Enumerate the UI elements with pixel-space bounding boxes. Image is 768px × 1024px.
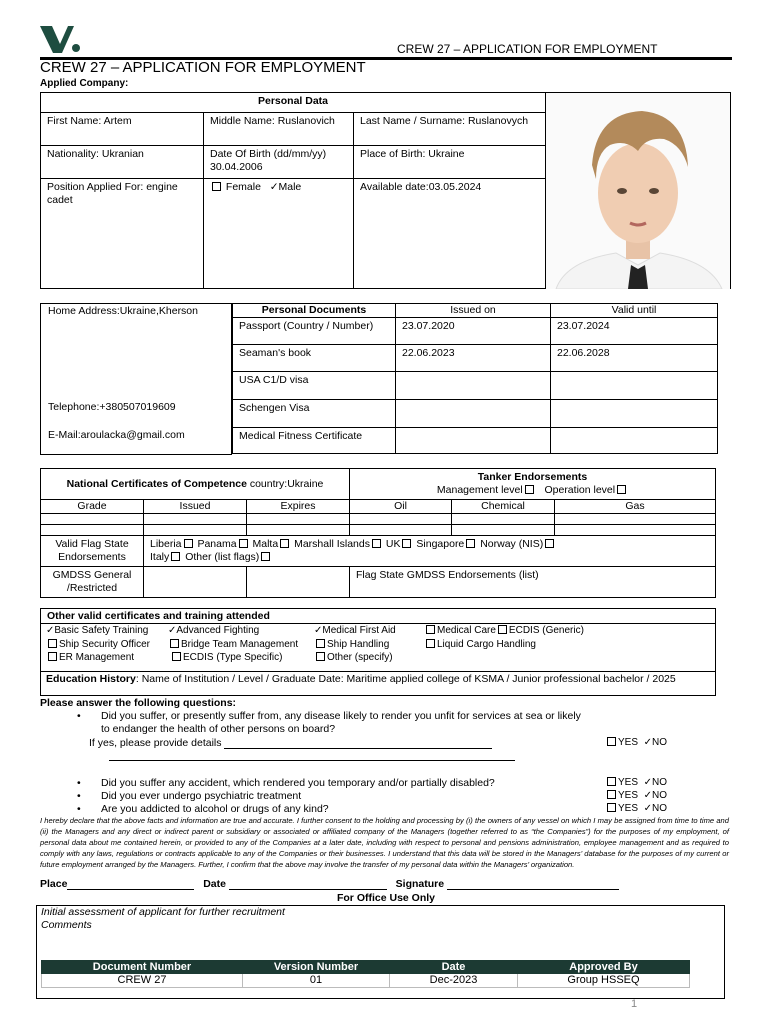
tanker-heading: Tanker Endorsements bbox=[477, 471, 588, 483]
flag-state-options bbox=[144, 536, 716, 567]
flag-italy: Italy bbox=[150, 551, 170, 563]
footer-header-date: Date bbox=[390, 961, 518, 974]
male-check-icon[interactable] bbox=[270, 181, 279, 193]
doc-valid[interactable] bbox=[551, 428, 718, 454]
female-checkbox[interactable] bbox=[212, 182, 221, 191]
applicant-photo bbox=[546, 93, 730, 289]
doc-issued[interactable]: 22.06.2023 bbox=[396, 345, 551, 372]
doc-issued[interactable] bbox=[396, 372, 551, 400]
footer-approved: Group HSSEQ bbox=[518, 974, 690, 988]
no-label: NO bbox=[651, 803, 667, 814]
declaration-text: I hereby declare that the above facts and information are true and accurate. I further consent to the holding and processing by (i) the owners of any vessel on which I may be assigned from time to time and (ii) the Managers and any direct or indirect parent or subsidiary or associated or affiliated company of the Managers (together referred to as “the Companies”) for the purposes of my employment, of personal data about me contained herein, or provided to any of the Companies at a later date, including with respect to personal and pensions administration, employee management and as required to comply with any laws, regulations or contracts applicable to any of the Companies or their businesses. I understand that this data will be stored in the Managers’ database for the purposes of my current or future employment arranged by the Managers. Further, I confirm that the above may involve the transfer of my personal data within the Managers’ organization. bbox=[40, 816, 729, 869]
cert-label: Advanced Fighting bbox=[176, 625, 260, 636]
cert-checkbox[interactable] bbox=[426, 625, 435, 634]
management-level-label: Management level bbox=[436, 484, 523, 496]
flag-checkbox[interactable] bbox=[239, 539, 248, 548]
col-grade: Grade bbox=[41, 500, 144, 514]
personal-data-table bbox=[40, 92, 546, 289]
gmdss-cell[interactable] bbox=[247, 567, 350, 598]
place-label: Place bbox=[40, 878, 68, 890]
available-date-field[interactable]: Available date:03.05.2024 bbox=[354, 179, 546, 289]
col-oil: Oil bbox=[350, 500, 452, 514]
question-1-details[interactable] bbox=[89, 737, 492, 749]
cert-label: Ship Security Officer bbox=[59, 638, 150, 650]
yes-checkbox[interactable] bbox=[607, 803, 616, 812]
photo-frame bbox=[546, 92, 731, 289]
cert-checkbox[interactable] bbox=[426, 639, 435, 648]
bullet: • bbox=[77, 777, 81, 789]
col-gas: Gas bbox=[555, 500, 716, 514]
cert-item[interactable] bbox=[168, 624, 298, 638]
page-title: CREW 27 – APPLICATION FOR EMPLOYMENT bbox=[40, 59, 366, 76]
comments-label: Comments bbox=[41, 919, 92, 931]
cert-label: ECDIS (Type Specific) bbox=[183, 652, 283, 663]
coc-cell[interactable] bbox=[452, 514, 555, 525]
cert-item[interactable] bbox=[46, 624, 150, 638]
doc-valid[interactable] bbox=[551, 400, 718, 428]
certs-col-3 bbox=[314, 624, 396, 665]
gmdss-label: GMDSS General /Restricted bbox=[41, 567, 144, 598]
coc-cell[interactable] bbox=[144, 525, 247, 536]
flag-liberia: Liberia bbox=[150, 538, 182, 550]
coc-cell[interactable] bbox=[144, 514, 247, 525]
date-label: Date bbox=[203, 878, 226, 890]
cert-checkbox[interactable] bbox=[316, 652, 325, 661]
signature-row bbox=[40, 878, 619, 890]
cert-item[interactable] bbox=[46, 638, 150, 652]
cert-checkbox[interactable] bbox=[48, 639, 57, 648]
yes-label: YES bbox=[618, 777, 639, 788]
personal-data-heading: Personal Data bbox=[41, 93, 546, 113]
coc-table bbox=[40, 468, 716, 598]
tanker-cell bbox=[350, 469, 716, 500]
yes-checkbox[interactable] bbox=[607, 777, 616, 786]
footer-doc-number: CREW 27 bbox=[42, 974, 243, 988]
check-icon bbox=[644, 803, 652, 814]
doc-name: Seaman's book bbox=[233, 345, 396, 372]
questions-heading: Please answer the following questions: bbox=[40, 697, 237, 709]
bullet: • bbox=[77, 803, 81, 815]
flag-panama: Panama bbox=[197, 538, 237, 550]
bullet: • bbox=[77, 790, 81, 802]
coc-country: country:Ukraine bbox=[246, 477, 324, 490]
details-label: If yes, please provide details bbox=[89, 737, 222, 749]
doc-issued[interactable]: 23.07.2020 bbox=[396, 318, 551, 345]
no-label: NO bbox=[651, 737, 667, 748]
flag-checkbox[interactable] bbox=[184, 539, 193, 548]
dob-label: Date Of Birth (dd/mm/yy) bbox=[210, 148, 327, 160]
education-history[interactable] bbox=[46, 673, 676, 685]
last-name-field[interactable]: Last Name / Surname: Ruslanovych bbox=[354, 113, 546, 146]
cert-label: Ship Handling bbox=[327, 638, 390, 650]
footer-date: Dec-2023 bbox=[390, 974, 518, 988]
coc-cell[interactable] bbox=[247, 514, 350, 525]
certificates-heading: Other valid certificates and training attended bbox=[47, 610, 270, 622]
col-expires: Expires bbox=[247, 500, 350, 514]
cert-item[interactable] bbox=[168, 651, 298, 665]
details-line-2[interactable] bbox=[109, 760, 515, 761]
cert-label: Medical Care bbox=[437, 625, 496, 636]
doc-name: USA C1/D visa bbox=[233, 372, 396, 400]
yes-label: YES bbox=[618, 803, 639, 814]
yes-label: YES bbox=[618, 790, 639, 801]
answer-q3[interactable] bbox=[605, 790, 667, 801]
flag-malta: Malta bbox=[252, 538, 279, 550]
yes-checkbox[interactable] bbox=[607, 790, 616, 799]
position-field[interactable]: Position Applied For: engine cadet bbox=[41, 179, 204, 289]
answer-q4[interactable] bbox=[605, 803, 667, 814]
flag-state-label: Valid Flag State Endorsements bbox=[41, 536, 144, 567]
flag-checkbox[interactable] bbox=[402, 539, 411, 548]
doc-issued[interactable] bbox=[396, 428, 551, 454]
cert-item[interactable] bbox=[314, 651, 396, 665]
yes-checkbox[interactable] bbox=[607, 737, 616, 746]
company-logo bbox=[40, 26, 82, 59]
flag-checkbox[interactable] bbox=[466, 539, 475, 548]
doc-valid[interactable]: 23.07.2024 bbox=[551, 318, 718, 345]
valid-header: Valid until bbox=[551, 304, 718, 318]
flag-other: Other (list flags) bbox=[185, 551, 260, 563]
cert-label: Other (specify) bbox=[327, 652, 393, 663]
col-chemical: Chemical bbox=[452, 500, 555, 514]
yes-label: YES bbox=[618, 737, 639, 748]
cert-label: Basic Safety Training bbox=[54, 625, 149, 636]
divider bbox=[41, 671, 715, 672]
certificates-block bbox=[40, 608, 716, 696]
cert-label: Liquid Cargo Handling bbox=[437, 638, 536, 650]
dob-value: 30.04.2006 bbox=[210, 161, 263, 173]
issued-header: Issued on bbox=[396, 304, 551, 318]
doc-name: Passport (Country / Number) bbox=[233, 318, 396, 345]
cert-label: ECDIS (Generic) bbox=[508, 625, 584, 636]
cert-checkbox[interactable] bbox=[48, 652, 57, 661]
flag-checkbox[interactable] bbox=[545, 539, 554, 548]
telephone[interactable]: Telephone:+380507019609 bbox=[48, 401, 176, 413]
question-2: Did you suffer any accident, which rendered you temporary and/or partially disabled? bbox=[101, 777, 495, 789]
cert-item[interactable] bbox=[168, 638, 298, 652]
coc-cell[interactable] bbox=[350, 525, 452, 536]
cert-checkbox[interactable] bbox=[172, 652, 181, 661]
cert-checkbox[interactable] bbox=[170, 639, 179, 648]
cert-label: ER Management bbox=[59, 652, 135, 663]
flag-checkbox[interactable] bbox=[171, 552, 180, 561]
dob-field[interactable] bbox=[204, 146, 354, 179]
flag-uk: UK bbox=[385, 538, 401, 550]
col-issued: Issued bbox=[144, 500, 247, 514]
flag-checkbox[interactable] bbox=[280, 539, 289, 548]
certs-col-4 bbox=[424, 624, 584, 651]
flag-norway: Norway (NIS) bbox=[480, 538, 544, 550]
first-name-field[interactable]: First Name: Artem bbox=[41, 113, 204, 146]
coc-cell[interactable] bbox=[247, 525, 350, 536]
education-label: Education History bbox=[46, 673, 136, 685]
cert-label: Bridge Team Management bbox=[181, 638, 299, 650]
footer-header-approved: Approved By bbox=[518, 961, 690, 974]
check-icon bbox=[644, 790, 652, 801]
coc-cell[interactable] bbox=[555, 514, 716, 525]
coc-cell[interactable] bbox=[350, 514, 452, 525]
certs-col-1 bbox=[46, 624, 150, 665]
initial-assessment: Initial assessment of applicant for further recruitment bbox=[41, 906, 285, 918]
coc-cell[interactable] bbox=[452, 525, 555, 536]
cert-label: Medical First Aid bbox=[322, 625, 396, 636]
cert-item[interactable] bbox=[46, 651, 150, 665]
home-address[interactable]: Home Address:Ukraine,Kherson bbox=[48, 305, 198, 317]
doc-name: Schengen Visa bbox=[233, 400, 396, 428]
doc-valid[interactable] bbox=[551, 372, 718, 400]
cert-item[interactable] bbox=[424, 638, 584, 652]
certs-col-2 bbox=[168, 624, 298, 665]
header-right-title: CREW 27 – APPLICATION FOR EMPLOYMENT bbox=[397, 42, 658, 56]
coc-cell[interactable] bbox=[555, 525, 716, 536]
middle-name-field[interactable]: Middle Name: Ruslanovich bbox=[204, 113, 354, 146]
page-number: 1 bbox=[631, 998, 638, 1010]
footer-table bbox=[41, 960, 690, 988]
applied-company-label: Applied Company: bbox=[40, 78, 129, 89]
gender-field[interactable] bbox=[204, 179, 354, 289]
check-icon bbox=[644, 777, 652, 788]
question-3: Did you ever undergo psychiatric treatment bbox=[101, 790, 302, 802]
female-label: Female bbox=[225, 181, 261, 193]
male-label: Male bbox=[278, 181, 302, 193]
cert-checkbox[interactable] bbox=[316, 639, 325, 648]
flag-gmdss-cell[interactable]: Flag State GMDSS Endorsements (list) bbox=[350, 567, 716, 598]
operation-level-label: Operation level bbox=[544, 484, 616, 496]
answer-q2[interactable] bbox=[605, 777, 667, 788]
coc-heading: National Certificates of Competence bbox=[66, 477, 247, 490]
cert-checkbox[interactable] bbox=[498, 625, 507, 634]
no-label: NO bbox=[651, 777, 667, 788]
flag-singapore: Singapore bbox=[416, 538, 465, 550]
documents-header: Personal Documents bbox=[233, 304, 396, 318]
cert-item[interactable] bbox=[314, 638, 396, 652]
check-icon bbox=[644, 737, 652, 748]
date-line[interactable] bbox=[229, 889, 387, 890]
flag-checkbox[interactable] bbox=[372, 539, 381, 548]
footer-version: 01 bbox=[243, 974, 390, 988]
answer-q1[interactable] bbox=[605, 737, 667, 748]
email[interactable]: E-Mail:aroulacka@gmail.com bbox=[48, 429, 185, 441]
doc-name: Medical Fitness Certificate bbox=[233, 428, 396, 454]
education-text: : Name of Institution / Level / Graduate Date: Maritime applied college of KSMA / Junior professional bachelor / 2025 bbox=[135, 673, 676, 685]
details-line[interactable] bbox=[224, 748, 492, 749]
address-block bbox=[40, 303, 232, 455]
doc-issued[interactable] bbox=[396, 400, 551, 428]
question-1: Did you suffer, or presently suffer from, any disease likely to render you unfit for services at sea or likely to endanger the health of other persons on board? bbox=[101, 710, 581, 735]
documents-table bbox=[232, 303, 718, 454]
footer-header-doc-number: Document Number bbox=[42, 961, 243, 974]
signature-label: Signature bbox=[395, 878, 445, 890]
question-4: Are you addicted to alcohol or drugs of any kind? bbox=[101, 803, 329, 815]
nationality-field[interactable]: Nationality: Ukranian bbox=[41, 146, 204, 179]
place-of-birth-field[interactable]: Place of Birth: Ukraine bbox=[354, 146, 546, 179]
bullet: • bbox=[77, 710, 81, 722]
place-line[interactable] bbox=[67, 889, 194, 890]
flag-checkbox[interactable] bbox=[261, 552, 270, 561]
coc-heading-cell bbox=[41, 469, 350, 500]
doc-valid[interactable]: 22.06.2028 bbox=[551, 345, 718, 372]
footer-header-version: Version Number bbox=[243, 961, 390, 974]
gmdss-cell[interactable] bbox=[144, 567, 247, 598]
operation-level-checkbox[interactable] bbox=[617, 485, 626, 494]
management-level-checkbox[interactable] bbox=[525, 485, 534, 494]
office-heading: For Office Use Only bbox=[336, 892, 436, 904]
cert-item[interactable] bbox=[314, 624, 396, 638]
no-label: NO bbox=[651, 790, 667, 801]
signature-line[interactable] bbox=[447, 889, 619, 890]
coc-cell[interactable] bbox=[41, 514, 144, 525]
coc-cell[interactable] bbox=[41, 525, 144, 536]
cert-item[interactable] bbox=[424, 624, 584, 638]
flag-marshall-islands: Marshall Islands bbox=[294, 538, 370, 550]
